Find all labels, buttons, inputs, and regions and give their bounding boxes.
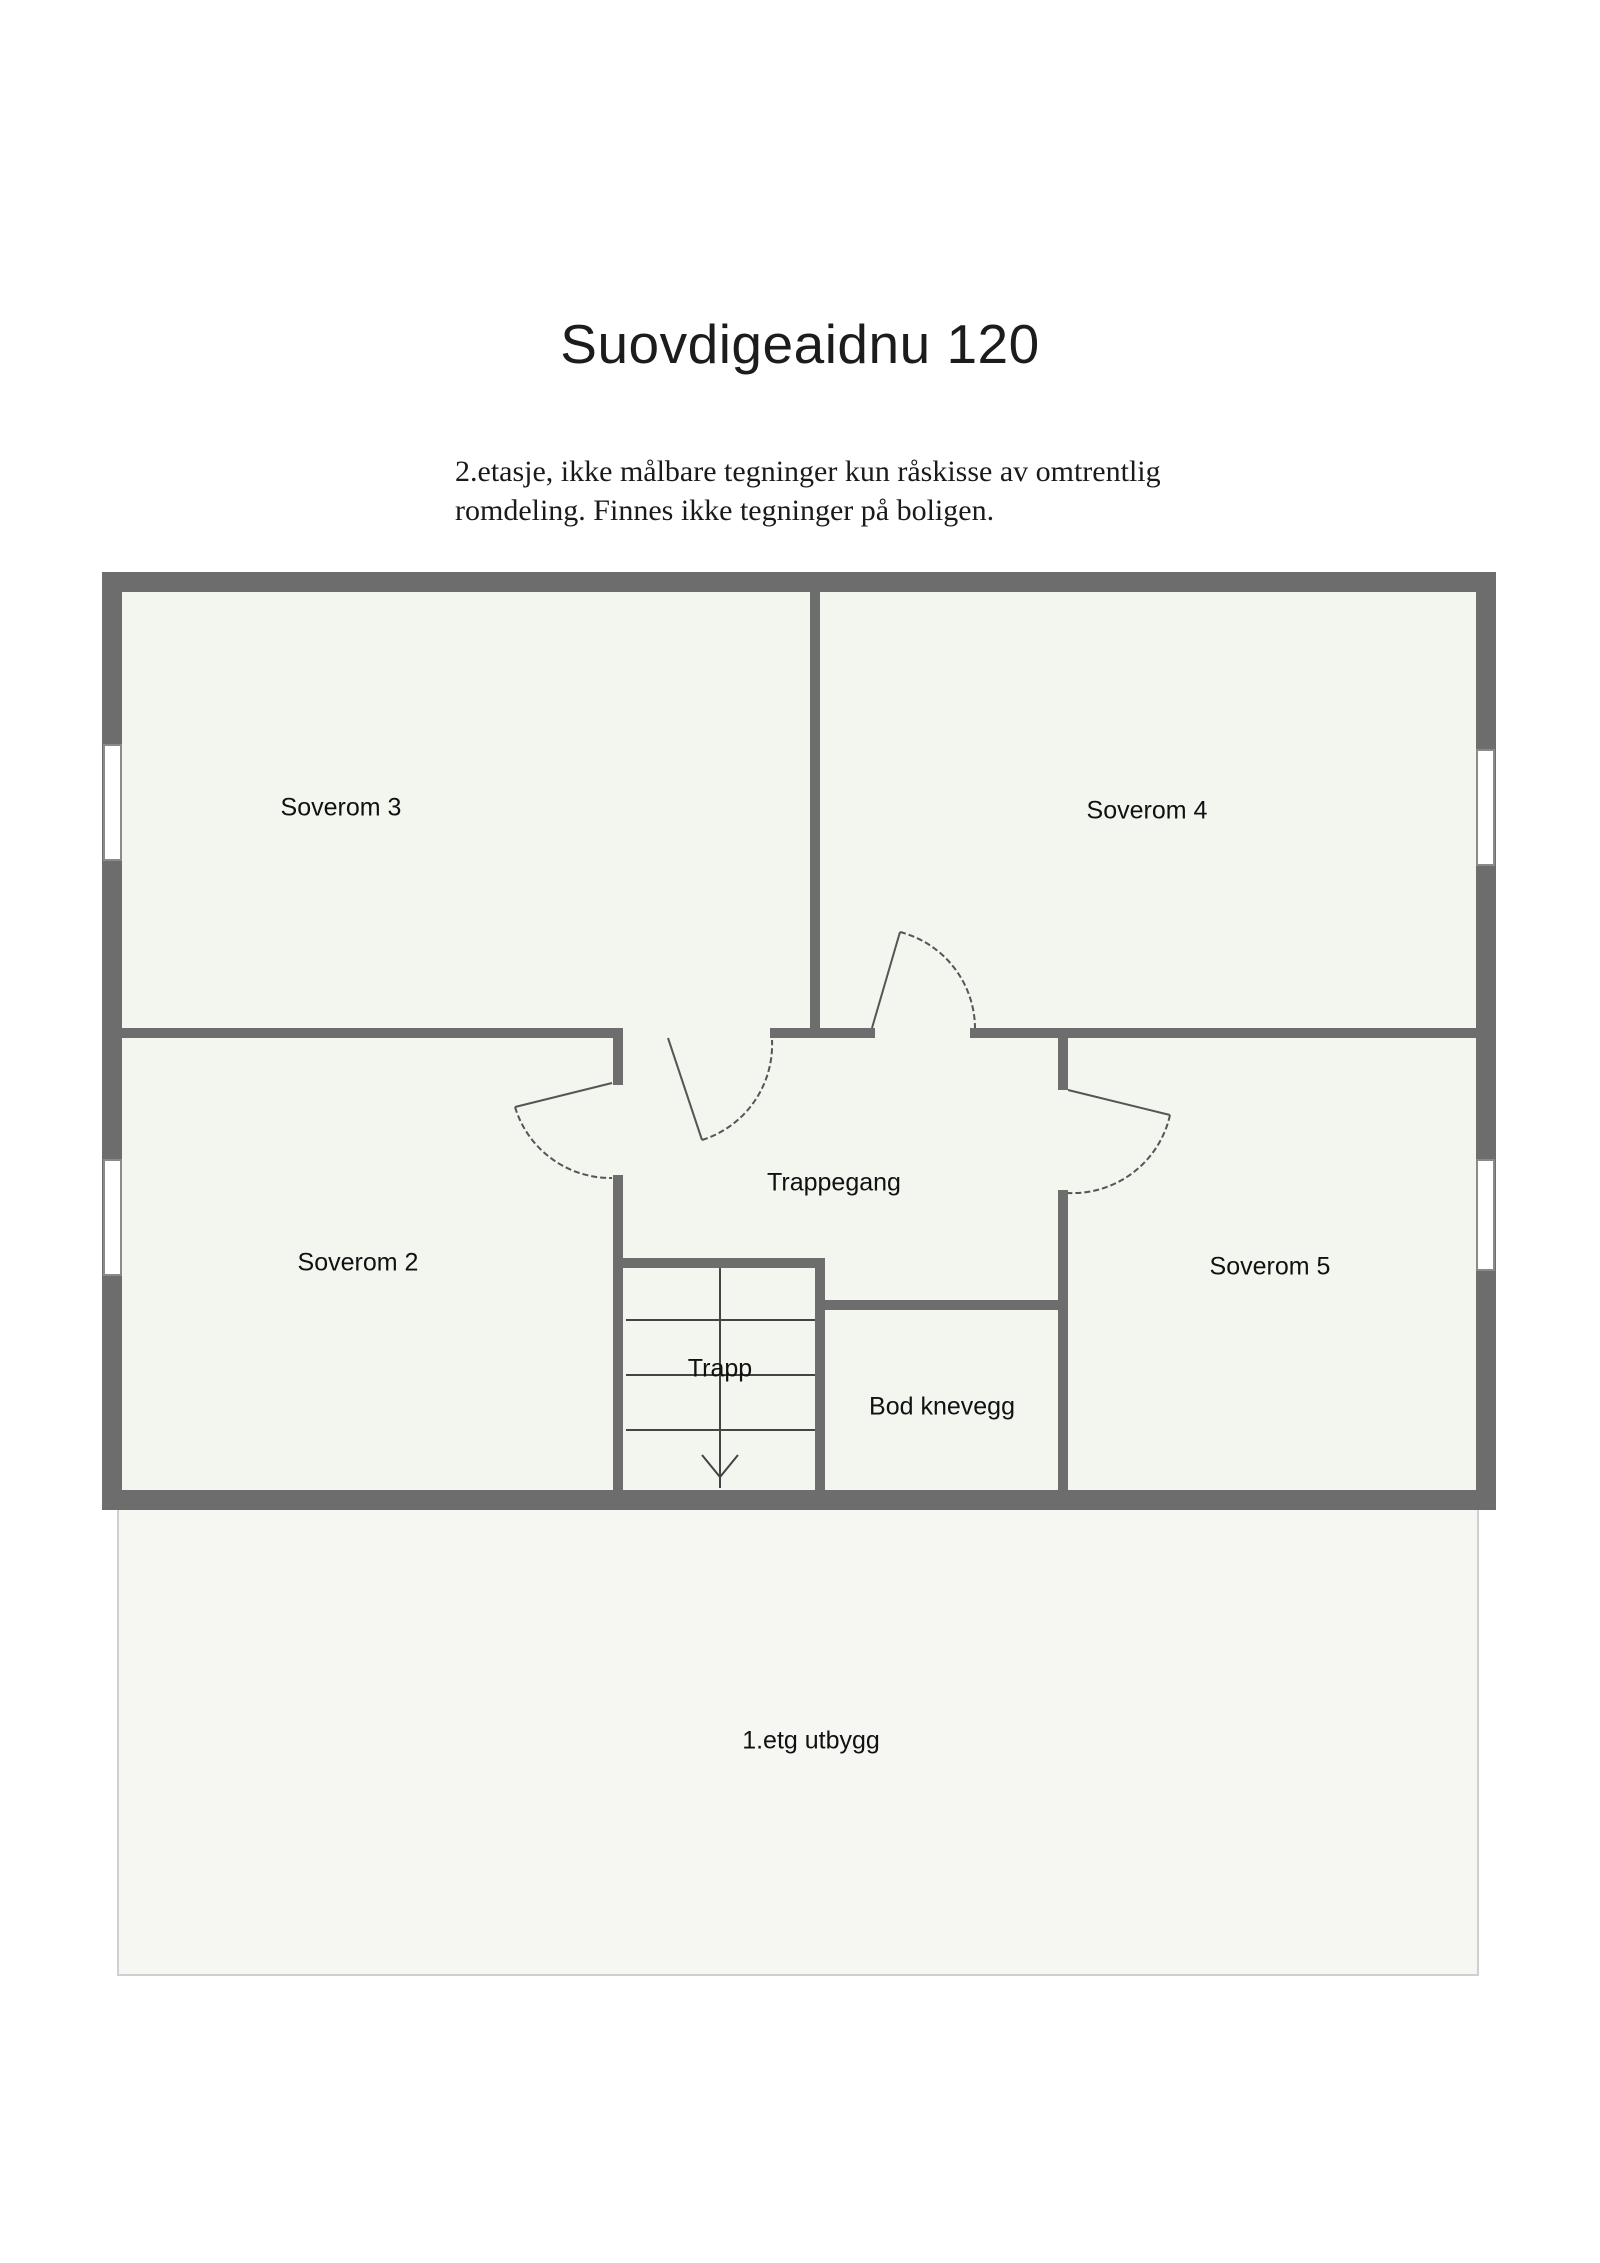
room-label-utbygg: 1.etg utbygg [742,1726,880,1755]
window-west-top-icon [104,745,121,860]
room-label-soverom-2: Soverom 2 [297,1248,419,1277]
room-label-soverom-4: Soverom 4 [1086,796,1208,825]
description-line-2: romdeling. Finnes ikke tegninger på boligen. [455,494,995,527]
room-label-trapp: Trapp [687,1354,753,1383]
window-east-bottom-icon [1477,1160,1494,1270]
room-label-bod: Bod knevegg [869,1392,1015,1421]
window-west-bottom-icon [104,1160,121,1275]
room-label-soverom-3: Soverom 3 [280,793,402,822]
document-title: Suovdigeaidnu 120 [560,313,1040,375]
floor-area [118,588,1478,1490]
description-line-1: 2.etasje, ikke målbare tegninger kun råskisse av omtrentlig [455,455,1161,488]
room-label-trappegang: Trappegang [767,1168,901,1197]
room-label-soverom-5: Soverom 5 [1209,1252,1331,1281]
window-east-top-icon [1477,750,1494,865]
